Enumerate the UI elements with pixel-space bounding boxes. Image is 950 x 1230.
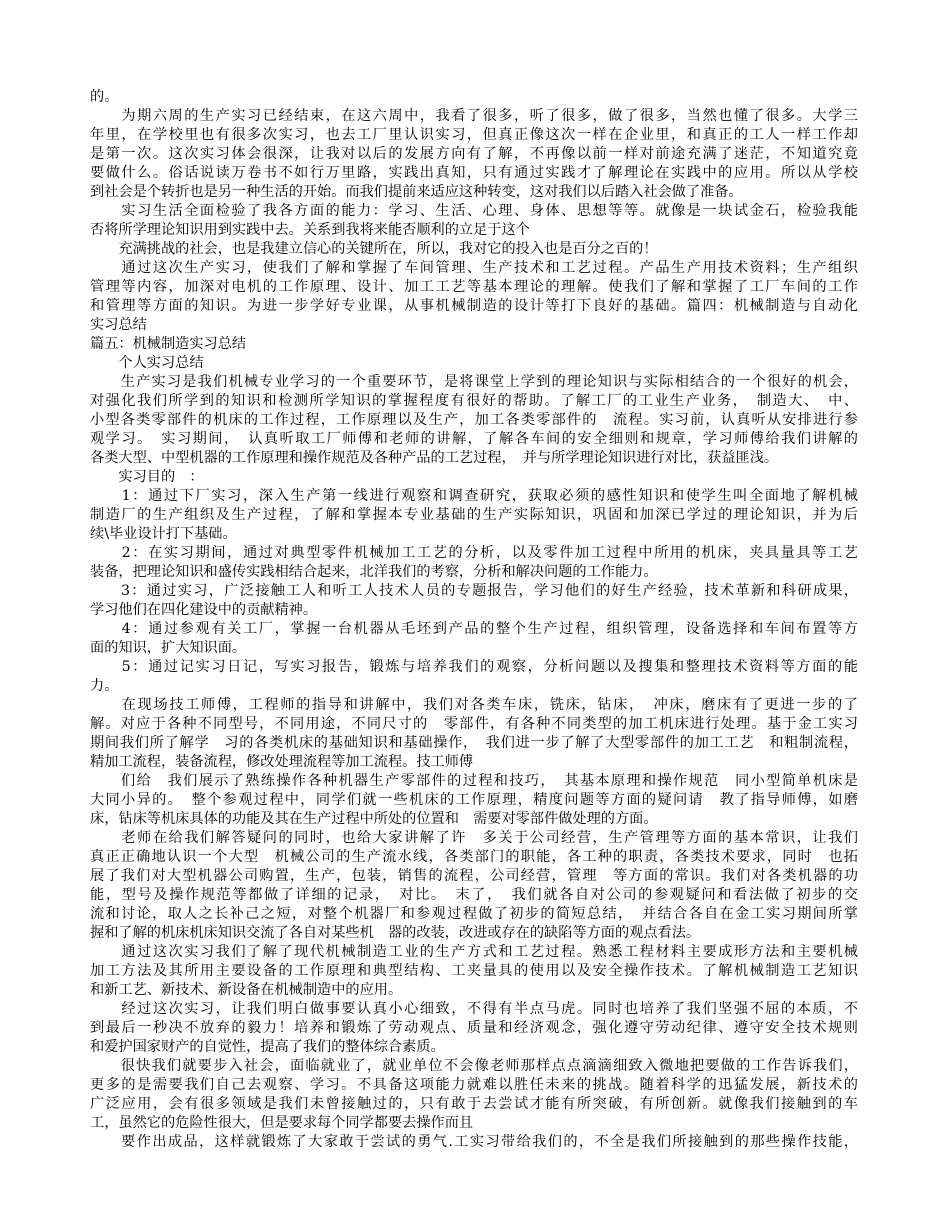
text-line: 篇五：机械制造实习总结 [90, 336, 247, 352]
text-line: 制造厂的生产组织及生产过程，了解和掌握本专业基础的生产实际知识，巩固和加深已学过的理论知识，并为后 [90, 507, 858, 523]
text-line: 加工方法及其所用主要设备的工作原理和典型结构、工夹量具的使用以及安全操作技术。了解机械制造工艺知识 [90, 963, 858, 979]
text-line: 实习目的 ： [90, 469, 204, 485]
text-line: 精加工流程，装备流程，修改处理流程等加工流程。技工师傅 [90, 754, 474, 770]
text-line: 要作出成品，这样就锻炼了大家敢于尝试的勇气.工实习带给我们的，不全是我们所接触到的那些操作技能， [90, 1134, 858, 1150]
text-line: 小型各类零部件的机床的工作过程，工作原理以及生产，加工各类零部件的 流程。实习前，认真听从安排进行参 [90, 412, 858, 428]
text-line: 广泛应用，会有很多领域是我们未曾接触过的，只有敢于去尝试才能有所突破，有所创新。就像我们接触到的车 [90, 1096, 858, 1112]
text-line: 生产实习是我们机械专业学习的一个重要环节，是将课堂上学到的理论知识与实际相结合的一个很好的机会， [90, 374, 858, 390]
text-line: 装备，把理论知识和盛传实践相结合起来，北洋我们的考察，分析和解决问题的工作能力。 [90, 564, 658, 580]
text-line: 老师在给我们解答疑问的同时，也给大家讲解了许 多关于公司经营，生产管理等方面的基本常识，让我们 [90, 830, 858, 846]
text-line: 否将所学理论知识用到实践中去。关系到我将来能否顺利的立足于这个 [90, 222, 530, 238]
text-line: 在现场技工师傅，工程师的指导和讲解中，我们对各类车床，铣床，钻床， 冲床，磨床有了更进一步的了 [90, 697, 858, 713]
text-line: 和新工艺、新技术、新设备在机械制造中的应用。 [90, 982, 403, 998]
text-line: 解。对应于各种不同型号，不同用途，不同尺寸的 零部件，有各种不同类型的加工机床进行处理。基于金工实习 [90, 716, 858, 732]
text-line: 续\毕业设计打下基础。 [90, 526, 237, 542]
text-line: 观学习。 实习期间， 认真听取工厂师傅和老师的讲解，了解各车间的安全细则和规章，学习师傅给我们讲解的 [90, 431, 858, 447]
text-line: 年里，在学校里也有很多次实习，也去工厂里认识实习，但真正像这次一样在企业里，和真正的工人一样工作却 [90, 127, 858, 143]
text-line: 实习总结 [90, 317, 147, 333]
text-line: 很快我们就要步入社会，面临就业了，就业单位不会像老师那样点点滴滴细致入微地把要做的工作告诉我们， [90, 1058, 858, 1074]
text-line: 通过这次生产实习，使我们了解和掌握了车间管理、生产技术和工艺过程。产品生产用技术资料；生产组织 [90, 260, 858, 276]
text-line: 工，虽然它的危险性很大，但是要求每个同学都要去操作而且 [90, 1115, 474, 1131]
text-line: 要做什么。俗话说读万卷书不如行万里路，实践出真知，只有通过实践才了解理论在实践中的应用。所以从学校 [90, 165, 858, 181]
text-line: 充满挑战的社会，也是我建立信心的关键所在，所以，我对它的投入也是百分之百的！ [90, 241, 658, 257]
text-line: 能，型号及操作规范等都做了详细的记录， 对比。 末了， 我们就各自对公司的参观疑问和看法做了初步的交 [90, 887, 858, 903]
text-line: 大同小异的。 整个参观过程中，同学们就一些机床的工作原理，精度问题等方面的疑问请 教了指导师傅，如磨 [90, 792, 858, 808]
text-line: 各类大型、中型机器的工作原理和操作规范及各种产品的工艺过程， 并与所学理论知识进行对比，获益匪浅。 [90, 450, 779, 466]
text-line: 通过这次实习我们了解了现代机械制造工业的生产方式和工艺过程。熟悉工程材料主要成形方法和主要机械 [90, 944, 858, 960]
text-line: 到社会是个转折也是另一种生活的开始。而我们提前来适应这种转变，这对我们以后踏入社会做了准备。 [90, 184, 743, 200]
text-line: 床，钻床等机床具体的功能及其在生产过程中所处的位置和 需要对零部件做处理的方面。 [90, 811, 658, 827]
text-line: 5：通过记实习日记，写实习报告，锻炼与培养我们的观察，分析问题以及搜集和整理技术资料等方面的能 [90, 659, 858, 675]
text-line: 握和了解的机床机床知识交流了各自对某些机 器的改装，改进或存在的缺陷等方面的观点看法。 [90, 925, 701, 941]
text-line: 力。 [90, 678, 119, 694]
text-line: 经过这次实习，让我们明白做事要认真小心细致，不得有半点马虎。同时也培养了我们坚强不屈的本质，不 [90, 1001, 858, 1017]
text-line: 展了我们对大型机器公司购置，生产，包装，销售的流程，公司经营，管理 等方面的常识。我们对各类机器的功 [90, 868, 858, 884]
text-line: 流和讨论，取人之长补己之短，对整个机器厂和参观过程做了初步的简短总结， 并结合各自在金工实习期间所掌 [90, 906, 858, 922]
text-line: 面的知识，扩大知识面。 [90, 640, 247, 656]
text-line: 和爱护国家财产的自觉性，提高了我们的整体综合素质。 [90, 1039, 445, 1055]
text-line: 对强化我们所学到的知识和检测所学知识的掌握程度有很好的帮助。了解工厂的工业生产业务， 制造大、 中、 [90, 393, 858, 409]
text-line: 到最后一秒决不放弃的毅力！培养和锻炼了劳动观点、质量和经济观念，强化遵守劳动纪律、遵守安全技术规则 [90, 1020, 858, 1036]
text-line: 是第一次。这次实习体会很深，让我对以后的发展方向有了解，不再像以前一样对前途充满了迷茫，不知道究竟 [90, 146, 858, 162]
text-line: 实习生活全面检验了我各方面的能力：学习、生活、心理、身体、思想等等。就像是一块试金石，检验我能 [90, 203, 858, 219]
text-line: 的。 [90, 89, 119, 105]
text-line: 和管理等方面的知识。为进一步学好专业课，从事机械制造的设计等打下良好的基础。篇四：机械制造与自动化 [90, 298, 858, 314]
text-line: 2：在实习期间，通过对典型零件机械加工工艺的分析，以及零件加工过程中所用的机床，夹具量具等工艺 [90, 545, 858, 561]
text-line: 3：通过实习，广泛接触工人和听工人技术人员的专题报告，学习他们的好生产经验，技术革新和科研成果， [90, 583, 858, 599]
text-line: 管理等内容，加深对电机的工作原理、设计、加工工艺等基本理论的理解。使我们了解和掌握了工厂车间的工作 [90, 279, 858, 295]
text-line: 4：通过参观有关工厂，掌握一台机器从毛坯到产品的整个生产过程，组织管理，设备选择和车间布置等方 [90, 621, 858, 637]
text-line: 更多的是需要我们自己去观察、学习。不具备这项能力就难以胜任未来的挑战。随着科学的迅猛发展，新技术的 [90, 1077, 858, 1093]
text-line: 学习他们在四化建设中的贡献精神。 [90, 602, 318, 618]
text-line: 真正正确地认识一个大型 机械公司的生产流水线，各类部门的职能，各工种的职责，各类技术要求，同时 也拓 [90, 849, 858, 865]
text-line: 1：通过下厂实习，深入生产第一线进行观察和调查研究，获取必须的感性知识和使学生叫全面地了解机械 [90, 488, 858, 504]
text-line: 期间我们所了解学 习的各类机床的基础知识和基础操作， 我们进一步了解了大型零部件的加工工艺 和粗制流程， [90, 735, 858, 751]
text-line: 为期六周的生产实习已经结束，在这六周中，我看了很多，听了很多，做了很多，当然也懂了很多。大学三 [90, 108, 858, 124]
text-line: 们给 我们展示了熟练操作各种机器生产零部件的过程和技巧， 其基本原理和操作规范 同小型简单机床是 [90, 773, 858, 789]
text-line: 个人实习总结 [90, 355, 204, 371]
